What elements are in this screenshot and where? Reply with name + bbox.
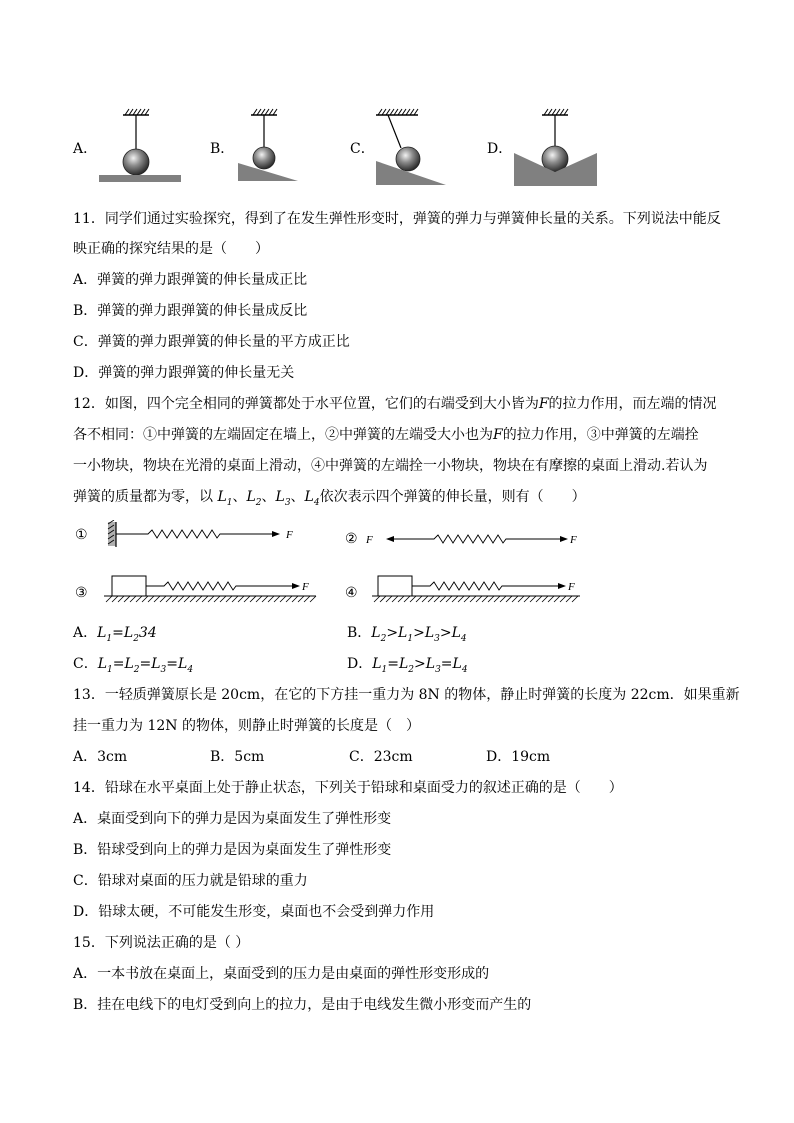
q10-figure-a [95,105,185,185]
spring-figure-2 [364,527,584,551]
q11-option-d: D．弹簧的弹力跟弹簧的伸长量无关 [73,365,295,381]
q12-stem-line4: 弹簧的质量都为零，以 $L_1$、$L_2$、$L_3$、$L_4$依次表示四个弹簧的伸长量，则有（ ） [73,489,586,508]
q12-option-d: D．$L_1=L_2>L_3=L_4$ [347,656,468,675]
q13-option-a: A．3cm [73,749,128,765]
q12-option-b: B．$L_2>L_1>L_3>L_4$ [347,625,467,644]
q10-option-c-label: C． [350,141,375,157]
q12-option-a-expr: $L_1=L_234$ [97,625,157,644]
spring-fig-label-2: ② [345,531,358,547]
l1-symbol: $L_1$ [217,489,233,508]
q13-option-d: D．19cm [486,749,551,765]
q12-stem-line1-b: 的拉力作用，而左端的情况 [548,396,717,412]
q11-stem-line2: 映正确的探究结果的是（ ） [73,241,269,257]
q14-option-d: D．铅球太硬，不可能发生形变，桌面也不会受到弹力作用 [73,904,435,920]
q12-stem-line4-b: 依次表示四个弹簧的伸长量，则有（ ） [319,489,586,505]
q15-option-b: B．挂在电线下的电灯受到向上的拉力，是由于电线发生微小形变而产生的 [73,997,532,1013]
spring-figure-4 [368,572,586,608]
q13-stem-line1: 13．一轻质弹簧原长是 20cm，在它的下方挂一重力为 8N 的物体，静止时弹簧的长度为 22cm．如果重新 [73,687,740,703]
q13-stem-line2: 挂一重力为 12N 的物体，则静止时弹簧的长度是（ ） [73,718,420,734]
q12-stem-line2-b: 的拉力作用，③中弹簧的左端拴 [502,427,699,443]
q14-option-b: B．铅球受到向上的弹力是因为桌面发生了弹性形变 [73,842,392,858]
q12-option-a: A．$L_1=L_234$ [73,625,157,644]
l4-symbol: $L_4$ [304,489,320,508]
q10-option-b-label: B． [210,141,235,157]
force-label-4: F [568,581,575,593]
q10-option-a-label: A． [73,141,98,157]
spring-fig-label-3: ③ [75,585,88,601]
q11-option-b: B．弹簧的弹力跟弹簧的伸长量成反比 [73,303,308,319]
q12-option-c-expr: $L_1=L_2=L_3=L_4$ [97,656,194,675]
q10-figure-c [372,105,452,187]
force-label-1: F [286,529,293,541]
q14-option-a: A．桌面受到向下的弹力是因为桌面发生了弹性形变 [73,811,392,827]
q12-option-b-expr: $L_2>L_1>L_3>L_4$ [371,625,467,644]
force-symbol: F [538,396,549,412]
q12-stem-line2 [73,426,699,444]
q12-stem-line1 [73,395,717,413]
l2-symbol: $L_2$ [246,489,262,508]
q15-option-a: A．一本书放在桌面上，桌面受到的压力是由桌面的弹性形变形成的 [73,966,490,982]
spring-figure-1 [100,520,300,550]
q12-stem-line2-a: 各不相同：①中弹簧的左端固定在墙上，②中弹簧的左端受大小也为 [73,427,493,443]
force-label-2b: F [570,534,577,546]
force-label-2a: F [366,534,373,546]
l3-symbol: $L_3$ [275,489,291,508]
force-symbol: F [493,427,503,443]
q11-stem-line1: 11．同学们通过实验探究，得到了在发生弹性形变时，弹簧的弹力与弹簧伸长量的关系。下列说法中能反 [73,211,721,227]
q11-option-c: C．弹簧的弹力跟弹簧的伸长量的平方成正比 [73,334,350,350]
spring-fig-label-1: ① [75,527,88,543]
q12-option-d-expr: $L_1=L_2>L_3=L_4$ [372,656,468,675]
q12-stem-line1-a: 12．如图，四个完全相同的弹簧都处于水平位置，它们的右端受到大小皆为 [73,396,539,412]
q15-stem: 15．下列说法正确的是（ ） [73,935,250,951]
q11-option-a: A．弹簧的弹力跟弹簧的伸长量成正比 [73,272,308,288]
q10-option-d-label: D． [487,141,513,157]
q13-option-c: C．23cm [349,749,413,765]
q12-stem-line3: 一小物块，物块在光滑的桌面上滑动，④中弹簧的左端拴一小物块，物块在有摩擦的桌面上滑动.若认为 [73,458,708,474]
q12-option-c: C．$L_1=L_2=L_3=L_4$ [73,656,194,675]
q14-stem: 14．铅球在水平桌面上处于静止状态，下列关于铅球和桌面受力的叙述正确的是（ ） [73,780,623,796]
q12-stem-line4-a: 弹簧的质量都为零，以 [73,489,213,505]
force-label-3: F [302,581,309,593]
q13-option-b: B．5cm [210,749,265,765]
spring-fig-label-4: ④ [345,585,358,601]
q10-figure-b [236,105,301,185]
q10-figure-d [512,105,602,187]
q14-option-c: C．铅球对桌面的压力就是铅球的重力 [73,873,308,889]
spring-figure-3 [100,572,322,608]
